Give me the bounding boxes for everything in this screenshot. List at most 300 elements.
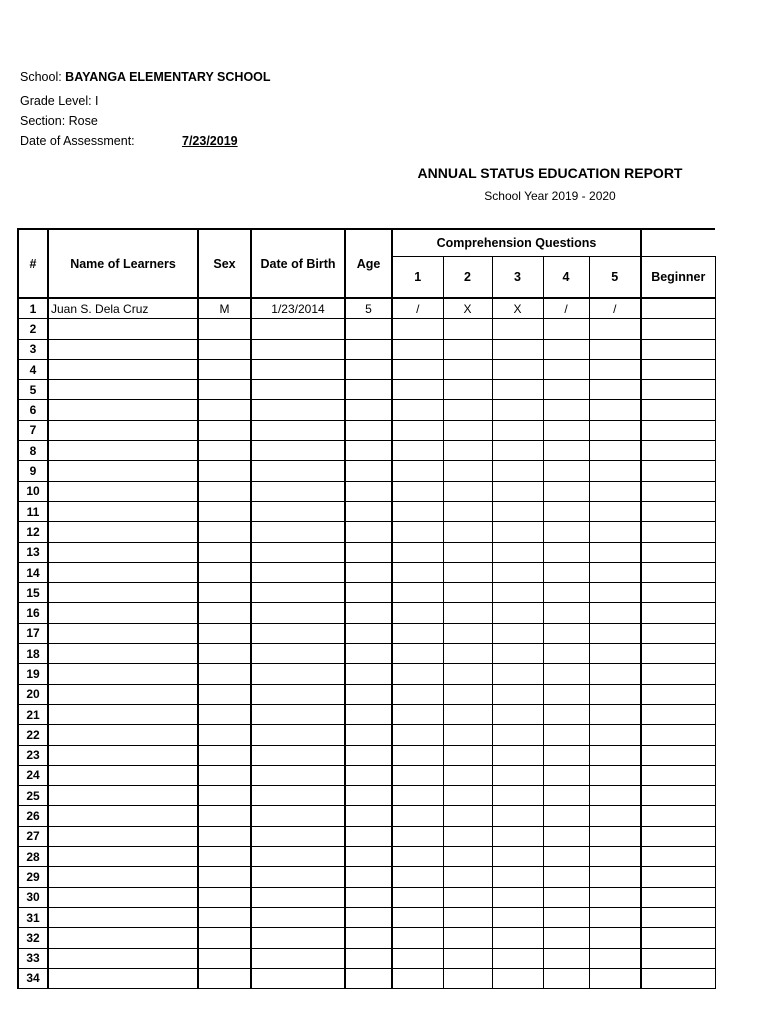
col-header-q4: 4 (543, 257, 589, 299)
reading-level (641, 298, 715, 319)
answer-q2 (443, 826, 492, 846)
table-row (18, 644, 715, 664)
answer-q4 (543, 420, 589, 440)
answer-q3 (492, 400, 543, 420)
table-row (18, 968, 715, 988)
answer-q2 (443, 684, 492, 704)
learner-dob (251, 400, 345, 420)
learner-sex (198, 704, 251, 724)
answer-q3 (492, 765, 543, 785)
answer-q3 (492, 725, 543, 745)
reading-level (641, 583, 715, 603)
learner-age (345, 806, 392, 826)
answer-q5 (589, 441, 641, 461)
row-number: 24 (18, 765, 48, 785)
reading-level (641, 745, 715, 765)
answer-q3 (492, 644, 543, 664)
answer-q2 (443, 359, 492, 379)
learner-dob (251, 380, 345, 400)
answer-q4 (543, 684, 589, 704)
answer-q3 (492, 968, 543, 988)
answer-q3 (492, 542, 543, 562)
learner-age (345, 583, 392, 603)
row-number: 25 (18, 786, 48, 806)
answer-q4 (543, 461, 589, 481)
answer-q4 (543, 623, 589, 643)
school-name: BAYANGA ELEMENTARY SCHOOL (65, 70, 271, 84)
answer-q1 (392, 765, 443, 785)
learner-sex (198, 725, 251, 745)
row-number: 12 (18, 522, 48, 542)
table-row (18, 745, 715, 765)
table-row (18, 765, 715, 785)
answer-q4 (543, 583, 589, 603)
answer-q5 (589, 826, 641, 846)
learner-dob (251, 907, 345, 927)
learner-name (48, 907, 198, 927)
answer-q5 (589, 562, 641, 582)
answer-q5 (589, 400, 641, 420)
answer-q4 (543, 664, 589, 684)
answer-q1 (392, 481, 443, 501)
answer-q4 (543, 319, 589, 339)
col-header-age: Age (345, 229, 392, 298)
answer-q5: / (589, 298, 641, 319)
learner-sex (198, 542, 251, 562)
answer-q5 (589, 501, 641, 521)
answer-q3 (492, 907, 543, 927)
table-row (18, 928, 715, 948)
learner-dob: 1/23/2014 (251, 298, 345, 319)
answer-q2 (443, 725, 492, 745)
answer-q5 (589, 786, 641, 806)
learner-name (48, 968, 198, 988)
answer-q1 (392, 501, 443, 521)
learner-name (48, 400, 198, 420)
reading-level (641, 319, 715, 339)
answer-q5 (589, 765, 641, 785)
answer-q4 (543, 501, 589, 521)
learner-sex (198, 441, 251, 461)
answer-q4 (543, 806, 589, 826)
learner-dob (251, 664, 345, 684)
answer-q2 (443, 562, 492, 582)
answer-q5 (589, 806, 641, 826)
learner-name (48, 359, 198, 379)
table-row (18, 806, 715, 826)
answer-q1 (392, 664, 443, 684)
learner-age (345, 847, 392, 867)
school-line (20, 69, 271, 85)
learner-sex (198, 806, 251, 826)
reading-level (641, 542, 715, 562)
learner-name (48, 583, 198, 603)
answer-q5 (589, 907, 641, 927)
report-title: ANNUAL STATUS EDUCATION REPORT (417, 165, 683, 181)
row-number: 15 (18, 583, 48, 603)
learner-dob (251, 583, 345, 603)
answer-q5 (589, 623, 641, 643)
learner-name (48, 847, 198, 867)
answer-q1 (392, 623, 443, 643)
answer-q3 (492, 623, 543, 643)
learner-age (345, 907, 392, 927)
answer-q1 (392, 603, 443, 623)
learner-dob (251, 359, 345, 379)
table-row (18, 380, 715, 400)
answer-q1 (392, 522, 443, 542)
answer-q4 (543, 603, 589, 623)
learner-dob (251, 928, 345, 948)
reading-level (641, 887, 715, 907)
reading-level (641, 522, 715, 542)
table-row (18, 623, 715, 643)
answer-q1 (392, 339, 443, 359)
learner-sex (198, 887, 251, 907)
answer-q3 (492, 745, 543, 765)
learner-sex (198, 359, 251, 379)
table-row (18, 562, 715, 582)
answer-q1 (392, 786, 443, 806)
answer-q3 (492, 664, 543, 684)
reading-level (641, 765, 715, 785)
answer-q5 (589, 522, 641, 542)
learner-sex (198, 481, 251, 501)
learner-name (48, 501, 198, 521)
learner-sex (198, 319, 251, 339)
col-header-level: Beginner (641, 257, 715, 299)
learner-sex (198, 420, 251, 440)
answer-q1 (392, 928, 443, 948)
reading-level (641, 562, 715, 582)
answer-q1 (392, 867, 443, 887)
learner-name (48, 522, 198, 542)
answer-q5 (589, 887, 641, 907)
answer-q1 (392, 542, 443, 562)
learner-name (48, 786, 198, 806)
learner-name (48, 623, 198, 643)
answer-q5 (589, 928, 641, 948)
row-number: 13 (18, 542, 48, 562)
learner-name (48, 420, 198, 440)
learner-age (345, 664, 392, 684)
learner-sex (198, 603, 251, 623)
learner-dob (251, 948, 345, 968)
learner-dob (251, 441, 345, 461)
learner-name (48, 542, 198, 562)
answer-q3 (492, 339, 543, 359)
col-group-comprehension: Comprehension Questions (392, 229, 641, 257)
table-row (18, 867, 715, 887)
answer-q3 (492, 583, 543, 603)
reading-level (641, 928, 715, 948)
table-row (18, 684, 715, 704)
learner-sex (198, 380, 251, 400)
learner-age (345, 542, 392, 562)
row-number: 29 (18, 867, 48, 887)
answer-q3 (492, 887, 543, 907)
reading-level (641, 400, 715, 420)
answer-q2 (443, 522, 492, 542)
answer-q1 (392, 887, 443, 907)
answer-q4 (543, 441, 589, 461)
learner-sex (198, 928, 251, 948)
learner-name (48, 725, 198, 745)
answer-q3 (492, 867, 543, 887)
table-row (18, 664, 715, 684)
report-subtitle: School Year 2019 - 2020 (484, 189, 616, 203)
learner-name (48, 562, 198, 582)
answer-q1 (392, 562, 443, 582)
learner-sex (198, 745, 251, 765)
answer-q5 (589, 948, 641, 968)
learner-age (345, 684, 392, 704)
learner-age (345, 928, 392, 948)
answer-q3 (492, 826, 543, 846)
learner-age (345, 826, 392, 846)
col-header-sex: Sex (198, 229, 251, 298)
learner-name (48, 319, 198, 339)
learner-sex (198, 968, 251, 988)
answer-q2 (443, 806, 492, 826)
answer-q4 (543, 907, 589, 927)
table-row (18, 725, 715, 745)
row-number: 9 (18, 461, 48, 481)
reading-level (641, 461, 715, 481)
answer-q3 (492, 441, 543, 461)
row-number: 2 (18, 319, 48, 339)
answer-q4 (543, 562, 589, 582)
answer-q1 (392, 948, 443, 968)
answer-q2 (443, 461, 492, 481)
answer-q5 (589, 847, 641, 867)
answer-q5 (589, 725, 641, 745)
learner-name (48, 481, 198, 501)
learner-sex (198, 907, 251, 927)
answer-q5 (589, 380, 641, 400)
learner-age (345, 400, 392, 420)
answer-q2 (443, 664, 492, 684)
learner-dob (251, 786, 345, 806)
row-number: 14 (18, 562, 48, 582)
learner-dob (251, 623, 345, 643)
answer-q2 (443, 339, 492, 359)
learner-dob (251, 765, 345, 785)
learner-age: 5 (345, 298, 392, 319)
learners-table (17, 228, 716, 989)
answer-q1 (392, 359, 443, 379)
answer-q2 (443, 481, 492, 501)
answer-q1 (392, 704, 443, 724)
reading-level (641, 948, 715, 968)
answer-q4 (543, 745, 589, 765)
learner-age (345, 522, 392, 542)
answer-q5 (589, 745, 641, 765)
reading-level (641, 623, 715, 643)
learner-sex (198, 623, 251, 643)
reading-level (641, 786, 715, 806)
answer-q2 (443, 867, 492, 887)
learner-dob (251, 461, 345, 481)
answer-q2 (443, 380, 492, 400)
answer-q5 (589, 684, 641, 704)
answer-q5 (589, 542, 641, 562)
table-row (18, 583, 715, 603)
learner-name: Juan S. Dela Cruz (48, 298, 198, 319)
learner-age (345, 380, 392, 400)
learner-age (345, 441, 392, 461)
answer-q5 (589, 664, 641, 684)
row-number: 28 (18, 847, 48, 867)
school-label: School: (20, 70, 66, 84)
learner-name (48, 826, 198, 846)
learner-name (48, 806, 198, 826)
learner-sex: M (198, 298, 251, 319)
reading-level (641, 603, 715, 623)
table-row (18, 441, 715, 461)
answer-q3 (492, 603, 543, 623)
answer-q2 (443, 583, 492, 603)
learner-sex (198, 400, 251, 420)
answer-q4 (543, 867, 589, 887)
table-row (18, 319, 715, 339)
answer-q5 (589, 867, 641, 887)
answer-q1 (392, 441, 443, 461)
learner-name (48, 948, 198, 968)
learner-age (345, 867, 392, 887)
learner-age (345, 420, 392, 440)
learner-dob (251, 867, 345, 887)
row-number: 5 (18, 380, 48, 400)
answer-q3 (492, 319, 543, 339)
learner-dob (251, 826, 345, 846)
answer-q2 (443, 603, 492, 623)
learner-name (48, 339, 198, 359)
table-row (18, 826, 715, 846)
answer-q2 (443, 948, 492, 968)
learner-sex (198, 867, 251, 887)
col-header-name: Name of Learners (48, 229, 198, 298)
table-row (18, 420, 715, 440)
learner-age (345, 644, 392, 664)
learner-sex (198, 501, 251, 521)
answer-q2 (443, 441, 492, 461)
learner-name (48, 704, 198, 724)
reading-level (641, 420, 715, 440)
reading-level (641, 359, 715, 379)
date-label: Date of Assessment: (20, 134, 135, 148)
table-row (18, 400, 715, 420)
learner-name (48, 765, 198, 785)
learner-age (345, 359, 392, 379)
learner-name (48, 664, 198, 684)
learner-name (48, 684, 198, 704)
table-row (18, 603, 715, 623)
table-row (18, 948, 715, 968)
answer-q5 (589, 319, 641, 339)
learner-dob (251, 684, 345, 704)
answer-q1 (392, 826, 443, 846)
answer-q5 (589, 603, 641, 623)
learner-dob (251, 745, 345, 765)
answer-q4 (543, 847, 589, 867)
col-header-num: # (18, 229, 48, 298)
learner-dob (251, 542, 345, 562)
answer-q3: X (492, 298, 543, 319)
answer-q3 (492, 461, 543, 481)
answer-q3 (492, 948, 543, 968)
row-number: 20 (18, 684, 48, 704)
learner-dob (251, 562, 345, 582)
answer-q4: / (543, 298, 589, 319)
learner-name (48, 867, 198, 887)
answer-q2 (443, 623, 492, 643)
row-number: 7 (18, 420, 48, 440)
learner-dob (251, 319, 345, 339)
row-number: 6 (18, 400, 48, 420)
row-number: 1 (18, 298, 48, 319)
learner-sex (198, 644, 251, 664)
answer-q5 (589, 644, 641, 664)
learner-dob (251, 725, 345, 745)
learner-dob (251, 887, 345, 907)
answer-q2 (443, 501, 492, 521)
answer-q4 (543, 542, 589, 562)
table-row (18, 461, 715, 481)
learner-age (345, 562, 392, 582)
answer-q2 (443, 644, 492, 664)
answer-q2 (443, 420, 492, 440)
row-number: 33 (18, 948, 48, 968)
answer-q4 (543, 359, 589, 379)
learner-sex (198, 583, 251, 603)
learner-sex (198, 948, 251, 968)
answer-q1 (392, 806, 443, 826)
answer-q1 (392, 400, 443, 420)
table-row (18, 339, 715, 359)
answer-q3 (492, 704, 543, 724)
learner-sex (198, 461, 251, 481)
answer-q1 (392, 644, 443, 664)
learner-dob (251, 704, 345, 724)
answer-q1 (392, 461, 443, 481)
reading-level (641, 847, 715, 867)
learner-dob (251, 339, 345, 359)
learner-age (345, 319, 392, 339)
learner-dob (251, 603, 345, 623)
col-header-q2: 2 (443, 257, 492, 299)
col-header-q5: 5 (589, 257, 641, 299)
learner-age (345, 887, 392, 907)
answer-q2 (443, 968, 492, 988)
learner-sex (198, 664, 251, 684)
answer-q5 (589, 481, 641, 501)
table-body (18, 298, 715, 989)
row-number: 32 (18, 928, 48, 948)
table-row (18, 907, 715, 927)
answer-q3 (492, 562, 543, 582)
answer-q1 (392, 968, 443, 988)
row-number: 21 (18, 704, 48, 724)
row-number: 30 (18, 887, 48, 907)
table-row (18, 359, 715, 379)
table-row (18, 501, 715, 521)
answer-q4 (543, 725, 589, 745)
answer-q2 (443, 765, 492, 785)
learner-name (48, 644, 198, 664)
learner-age (345, 481, 392, 501)
learner-name (48, 380, 198, 400)
